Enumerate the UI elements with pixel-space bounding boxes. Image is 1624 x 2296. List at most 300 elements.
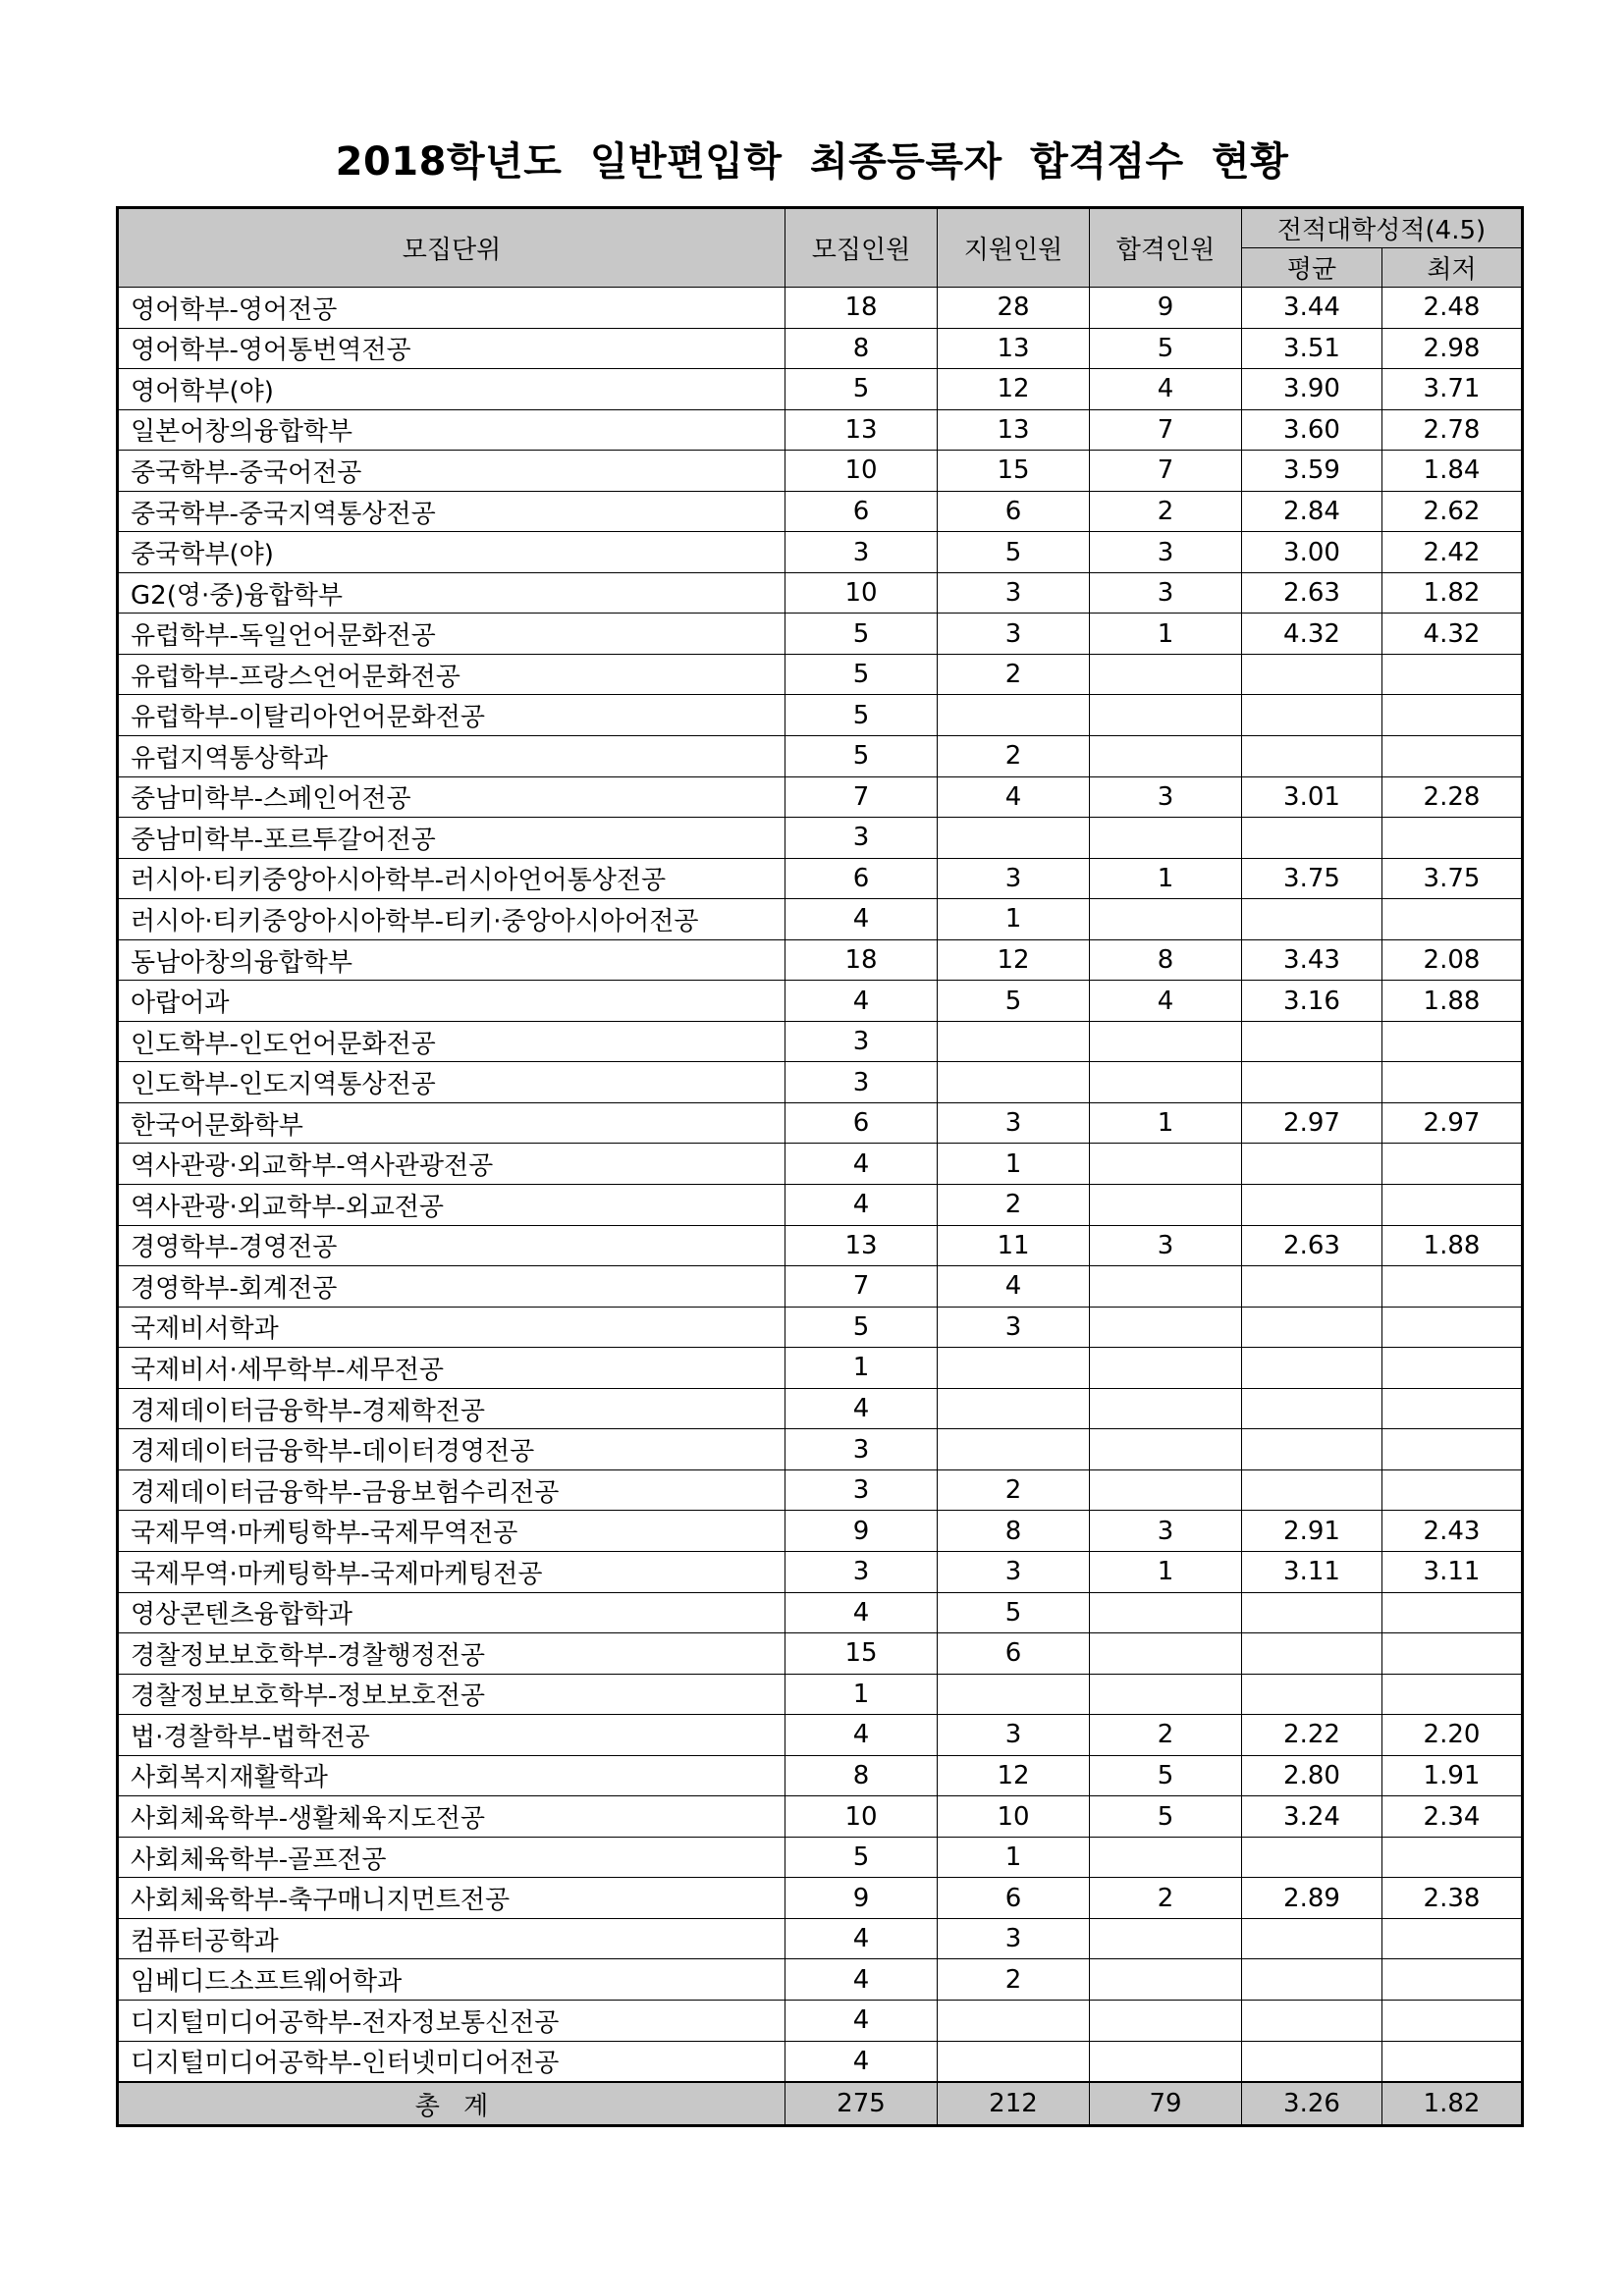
cell-avg [1242,2041,1382,2082]
cell-min [1382,1388,1523,1429]
cell-apply: 2 [938,1469,1090,1511]
table-row [118,899,1523,940]
cell-min: 2.08 [1382,939,1523,981]
cell-apply: 3 [938,1102,1090,1144]
cell-pass [1090,899,1242,940]
cell-min [1382,2000,1523,2041]
cell-apply [938,1062,1090,1103]
cell-min: 3.11 [1382,1551,1523,1592]
header-gpa-group: 전적대학성적(4.5) [1242,208,1523,248]
cell-min: 2.97 [1382,1102,1523,1144]
cell-apply: 4 [938,1266,1090,1308]
cell-pass [1090,1469,1242,1511]
table-row [118,1551,1523,1592]
table-row [118,1878,1523,1919]
table-row [118,695,1523,736]
cell-avg [1242,1348,1382,1389]
cell-recruit: 4 [785,1918,938,1959]
cell-unit: 영어학부-영어전공 [118,288,785,329]
table-row [118,1469,1523,1511]
cell-min: 2.42 [1382,532,1523,573]
cell-recruit: 4 [785,1388,938,1429]
cell-avg: 3.75 [1242,858,1382,899]
cell-apply: 28 [938,288,1090,329]
cell-pass: 7 [1090,451,1242,492]
cell-recruit: 3 [785,818,938,859]
cell-avg: 3.90 [1242,369,1382,410]
total-label: 총 계 [118,2082,785,2126]
cell-unit: 디지털미디어공학부-인터넷미디어전공 [118,2041,785,2082]
cell-unit: 유럽지역통상학과 [118,736,785,777]
header-min: 최저 [1382,248,1523,288]
cell-min [1382,1348,1523,1389]
cell-recruit: 5 [785,1837,938,1878]
cell-min [1382,1592,1523,1633]
cell-pass: 1 [1090,1102,1242,1144]
cell-recruit: 4 [785,899,938,940]
cell-min [1382,695,1523,736]
cell-min: 1.88 [1382,981,1523,1022]
cell-unit: 영어학부-영어통번역전공 [118,328,785,369]
cell-unit: 중남미학부-스페인어전공 [118,776,785,818]
table-row [118,1388,1523,1429]
cell-avg [1242,1144,1382,1185]
cell-unit: 동남아창의융합학부 [118,939,785,981]
cell-min [1382,1469,1523,1511]
cell-apply: 3 [938,1715,1090,1756]
cell-pass [1090,2041,1242,2082]
cell-unit: 경영학부-회계전공 [118,1266,785,1308]
cell-avg: 2.22 [1242,1715,1382,1756]
cell-recruit: 5 [785,614,938,655]
cell-unit: 국제비서·세무학부-세무전공 [118,1348,785,1389]
header-apply: 지원인원 [938,208,1090,288]
cell-min: 1.82 [1382,572,1523,614]
cell-apply: 3 [938,858,1090,899]
table-row [118,1959,1523,2001]
cell-min [1382,736,1523,777]
table-row [118,2000,1523,2041]
table-row [118,818,1523,859]
cell-avg: 2.84 [1242,491,1382,532]
table-row [118,1429,1523,1470]
cell-recruit: 15 [785,1633,938,1675]
cell-min [1382,1185,1523,1226]
cell-min [1382,2041,1523,2082]
header-unit: 모집단위 [118,208,785,288]
table-row [118,1062,1523,1103]
cell-recruit: 4 [785,2041,938,2082]
cell-recruit: 4 [785,1959,938,2001]
cell-pass [1090,1388,1242,1429]
table-row [118,1225,1523,1266]
cell-apply: 2 [938,1959,1090,2001]
table-row [118,491,1523,532]
cell-pass [1090,1959,1242,2001]
cell-recruit: 3 [785,1429,938,1470]
table-row [118,409,1523,451]
cell-apply: 8 [938,1511,1090,1552]
cell-unit: 러시아·티키중앙아시아학부-티키·중앙아시아어전공 [118,899,785,940]
cell-avg: 3.43 [1242,939,1382,981]
table-row [118,572,1523,614]
cell-unit: 중국학부-중국지역통상전공 [118,491,785,532]
cell-apply: 3 [938,1307,1090,1348]
cell-pass [1090,736,1242,777]
cell-avg [1242,1837,1382,1878]
cell-unit: 유럽학부-프랑스언어문화전공 [118,654,785,695]
cell-avg [1242,1674,1382,1715]
cell-pass: 1 [1090,858,1242,899]
cell-unit: 중국학부-중국어전공 [118,451,785,492]
cell-min: 2.43 [1382,1511,1523,1552]
cell-recruit: 18 [785,288,938,329]
cell-apply: 3 [938,572,1090,614]
cell-avg [1242,1062,1382,1103]
cell-avg [1242,695,1382,736]
table-row [118,654,1523,695]
cell-recruit: 3 [785,1551,938,1592]
cell-min [1382,1959,1523,2001]
table-row [118,1348,1523,1389]
cell-pass [1090,1592,1242,1633]
cell-avg: 3.16 [1242,981,1382,1022]
header-row [118,208,1523,248]
cell-recruit: 9 [785,1878,938,1919]
cell-avg: 3.00 [1242,532,1382,573]
cell-recruit: 4 [785,981,938,1022]
cell-min [1382,1674,1523,1715]
cell-pass: 5 [1090,1796,1242,1838]
cell-unit: 경제데이터금융학부-경제학전공 [118,1388,785,1429]
cell-pass: 2 [1090,1878,1242,1919]
cell-avg [1242,1633,1382,1675]
cell-unit: 사회체육학부-골프전공 [118,1837,785,1878]
cell-recruit: 4 [785,1185,938,1226]
cell-recruit: 6 [785,491,938,532]
cell-unit: 일본어창의융합학부 [118,409,785,451]
cell-apply: 13 [938,328,1090,369]
cell-recruit: 4 [785,1592,938,1633]
cell-unit: 러시아·티키중앙아시아학부-러시아언어통상전공 [118,858,785,899]
cell-avg: 2.89 [1242,1878,1382,1919]
cell-recruit: 10 [785,451,938,492]
cell-unit: 영어학부(야) [118,369,785,410]
cell-avg [1242,2000,1382,2041]
cell-unit: 경제데이터금융학부-데이터경영전공 [118,1429,785,1470]
cell-recruit: 5 [785,736,938,777]
cell-apply: 1 [938,1144,1090,1185]
table-row [118,1755,1523,1796]
cell-min: 2.78 [1382,409,1523,451]
table-row [118,776,1523,818]
cell-pass [1090,1633,1242,1675]
table-row [118,1837,1523,1878]
cell-avg [1242,1185,1382,1226]
cell-unit: 유럽학부-독일언어문화전공 [118,614,785,655]
cell-pass [1090,654,1242,695]
table-row [118,939,1523,981]
cell-avg: 2.97 [1242,1102,1382,1144]
cell-pass: 3 [1090,1511,1242,1552]
cell-min [1382,1062,1523,1103]
cell-avg: 2.63 [1242,1225,1382,1266]
cell-unit: 국제비서학과 [118,1307,785,1348]
cell-recruit: 7 [785,776,938,818]
cell-pass [1090,1918,1242,1959]
cell-avg [1242,1429,1382,1470]
table-row [118,1102,1523,1144]
header-avg: 평균 [1242,248,1382,288]
cell-pass: 1 [1090,1551,1242,1592]
header-recruit: 모집인원 [785,208,938,288]
cell-unit: 역사관광·외교학부-외교전공 [118,1185,785,1226]
cell-recruit: 13 [785,409,938,451]
cell-min [1382,1144,1523,1185]
cell-min [1382,1918,1523,1959]
table-body [118,288,1523,2083]
total-avg: 3.26 [1242,2082,1382,2126]
table-row [118,328,1523,369]
cell-min [1382,1837,1523,1878]
table-row [118,1674,1523,1715]
cell-avg [1242,1388,1382,1429]
table-row [118,981,1523,1022]
cell-apply: 6 [938,1633,1090,1675]
cell-apply: 5 [938,981,1090,1022]
cell-apply: 12 [938,369,1090,410]
cell-unit: 국제무역·마케팅학부-국제무역전공 [118,1511,785,1552]
cell-unit: G2(영·중)융합학부 [118,572,785,614]
table-row [118,1144,1523,1185]
cell-apply [938,2041,1090,2082]
cell-avg: 3.51 [1242,328,1382,369]
cell-apply: 2 [938,1185,1090,1226]
cell-avg [1242,1959,1382,2001]
cell-avg [1242,818,1382,859]
cell-pass: 3 [1090,776,1242,818]
page-title: 2018학년도 일반편입학 최종등록자 합격점수 현황 [335,139,1289,185]
cell-pass: 5 [1090,1755,1242,1796]
cell-unit: 디지털미디어공학부-전자정보통신전공 [118,2000,785,2041]
table-row [118,614,1523,655]
cell-apply: 15 [938,451,1090,492]
cell-unit: 한국어문화학부 [118,1102,785,1144]
cell-apply: 3 [938,1918,1090,1959]
admission-score-table [116,206,1524,2127]
cell-recruit: 3 [785,1469,938,1511]
cell-apply [938,818,1090,859]
cell-min: 3.75 [1382,858,1523,899]
table-row [118,736,1523,777]
cell-min [1382,818,1523,859]
cell-recruit: 1 [785,1348,938,1389]
cell-avg: 3.60 [1242,409,1382,451]
cell-pass: 9 [1090,288,1242,329]
cell-min: 1.88 [1382,1225,1523,1266]
cell-pass [1090,1144,1242,1185]
cell-min: 2.62 [1382,491,1523,532]
cell-pass [1090,1021,1242,1062]
cell-apply: 13 [938,409,1090,451]
cell-avg: 3.24 [1242,1796,1382,1838]
cell-min: 2.20 [1382,1715,1523,1756]
cell-apply: 11 [938,1225,1090,1266]
cell-apply: 5 [938,1592,1090,1633]
admission-table-wrapper [116,206,1524,2127]
cell-pass [1090,1185,1242,1226]
cell-pass [1090,1429,1242,1470]
cell-avg [1242,1592,1382,1633]
cell-apply: 6 [938,491,1090,532]
cell-avg [1242,654,1382,695]
cell-avg [1242,736,1382,777]
table-row [118,369,1523,410]
cell-avg [1242,1469,1382,1511]
cell-avg: 3.11 [1242,1551,1382,1592]
cell-apply: 10 [938,1796,1090,1838]
cell-unit: 사회복지재활학과 [118,1755,785,1796]
table-row [118,288,1523,329]
cell-unit: 중국학부(야) [118,532,785,573]
cell-apply: 12 [938,1755,1090,1796]
cell-min: 2.48 [1382,288,1523,329]
cell-recruit: 4 [785,1144,938,1185]
table-row [118,1918,1523,1959]
cell-unit: 경찰정보보호학부-경찰행정전공 [118,1633,785,1675]
cell-pass [1090,1674,1242,1715]
cell-min: 2.34 [1382,1796,1523,1838]
cell-min: 4.32 [1382,614,1523,655]
cell-recruit: 3 [785,1021,938,1062]
cell-unit: 경찰정보보호학부-정보보호전공 [118,1674,785,1715]
cell-pass [1090,1307,1242,1348]
cell-apply [938,1388,1090,1429]
cell-min [1382,1307,1523,1348]
cell-pass [1090,1266,1242,1308]
cell-avg: 3.01 [1242,776,1382,818]
cell-apply: 5 [938,532,1090,573]
cell-recruit: 5 [785,695,938,736]
cell-unit: 인도학부-인도언어문화전공 [118,1021,785,1062]
total-min: 1.82 [1382,2082,1523,2126]
cell-min [1382,654,1523,695]
cell-min [1382,1633,1523,1675]
total-recruit: 275 [785,2082,938,2126]
cell-apply [938,695,1090,736]
cell-unit: 경영학부-경영전공 [118,1225,785,1266]
cell-avg [1242,899,1382,940]
cell-min [1382,1429,1523,1470]
total-row [118,2082,1523,2126]
cell-apply [938,2000,1090,2041]
cell-min: 1.91 [1382,1755,1523,1796]
cell-apply [938,1348,1090,1389]
cell-pass: 2 [1090,1715,1242,1756]
cell-avg: 2.80 [1242,1755,1382,1796]
cell-apply [938,1429,1090,1470]
cell-recruit: 4 [785,2000,938,2041]
cell-pass [1090,818,1242,859]
table-row [118,1021,1523,1062]
cell-apply: 4 [938,776,1090,818]
cell-pass: 3 [1090,572,1242,614]
cell-pass: 4 [1090,369,1242,410]
cell-apply: 3 [938,1551,1090,1592]
cell-pass [1090,2000,1242,2041]
cell-recruit: 9 [785,1511,938,1552]
cell-avg [1242,1918,1382,1959]
cell-recruit: 13 [785,1225,938,1266]
cell-avg [1242,1307,1382,1348]
cell-unit: 사회체육학부-생활체육지도전공 [118,1796,785,1838]
cell-recruit: 7 [785,1266,938,1308]
cell-unit: 임베디드소프트웨어학과 [118,1959,785,2001]
cell-avg: 2.63 [1242,572,1382,614]
cell-recruit: 5 [785,1307,938,1348]
table-row [118,1307,1523,1348]
cell-recruit: 10 [785,1796,938,1838]
cell-apply: 2 [938,736,1090,777]
cell-pass: 8 [1090,939,1242,981]
cell-apply: 3 [938,614,1090,655]
cell-min: 2.28 [1382,776,1523,818]
cell-apply [938,1021,1090,1062]
cell-pass [1090,695,1242,736]
table-row [118,1592,1523,1633]
cell-avg: 2.91 [1242,1511,1382,1552]
cell-pass: 4 [1090,981,1242,1022]
table-row [118,1715,1523,1756]
table-row [118,1796,1523,1838]
cell-min: 2.98 [1382,328,1523,369]
cell-pass: 3 [1090,532,1242,573]
cell-recruit: 3 [785,532,938,573]
cell-unit: 역사관광·외교학부-역사관광전공 [118,1144,785,1185]
table-row [118,1185,1523,1226]
cell-apply: 12 [938,939,1090,981]
cell-recruit: 5 [785,654,938,695]
cell-unit: 사회체육학부-축구매니지먼트전공 [118,1878,785,1919]
total-apply: 212 [938,2082,1090,2126]
cell-recruit: 8 [785,328,938,369]
cell-recruit: 1 [785,1674,938,1715]
cell-unit: 중남미학부-포르투갈어전공 [118,818,785,859]
cell-apply: 2 [938,654,1090,695]
cell-pass [1090,1062,1242,1103]
cell-unit: 영상콘텐츠융합학과 [118,1592,785,1633]
cell-recruit: 3 [785,1062,938,1103]
cell-min [1382,1266,1523,1308]
table-row [118,1511,1523,1552]
cell-avg: 4.32 [1242,614,1382,655]
cell-unit: 컴퓨터공학과 [118,1918,785,1959]
cell-recruit: 6 [785,858,938,899]
cell-avg: 3.44 [1242,288,1382,329]
table-row [118,2041,1523,2082]
cell-pass [1090,1837,1242,1878]
cell-recruit: 8 [785,1755,938,1796]
cell-recruit: 6 [785,1102,938,1144]
cell-unit: 인도학부-인도지역통상전공 [118,1062,785,1103]
cell-avg [1242,1021,1382,1062]
cell-avg [1242,1266,1382,1308]
cell-unit: 국제무역·마케팅학부-국제마케팅전공 [118,1551,785,1592]
cell-unit: 아랍어과 [118,981,785,1022]
table-row [118,858,1523,899]
cell-unit: 법·경찰학부-법학전공 [118,1715,785,1756]
cell-unit: 경제데이터금융학부-금융보험수리전공 [118,1469,785,1511]
